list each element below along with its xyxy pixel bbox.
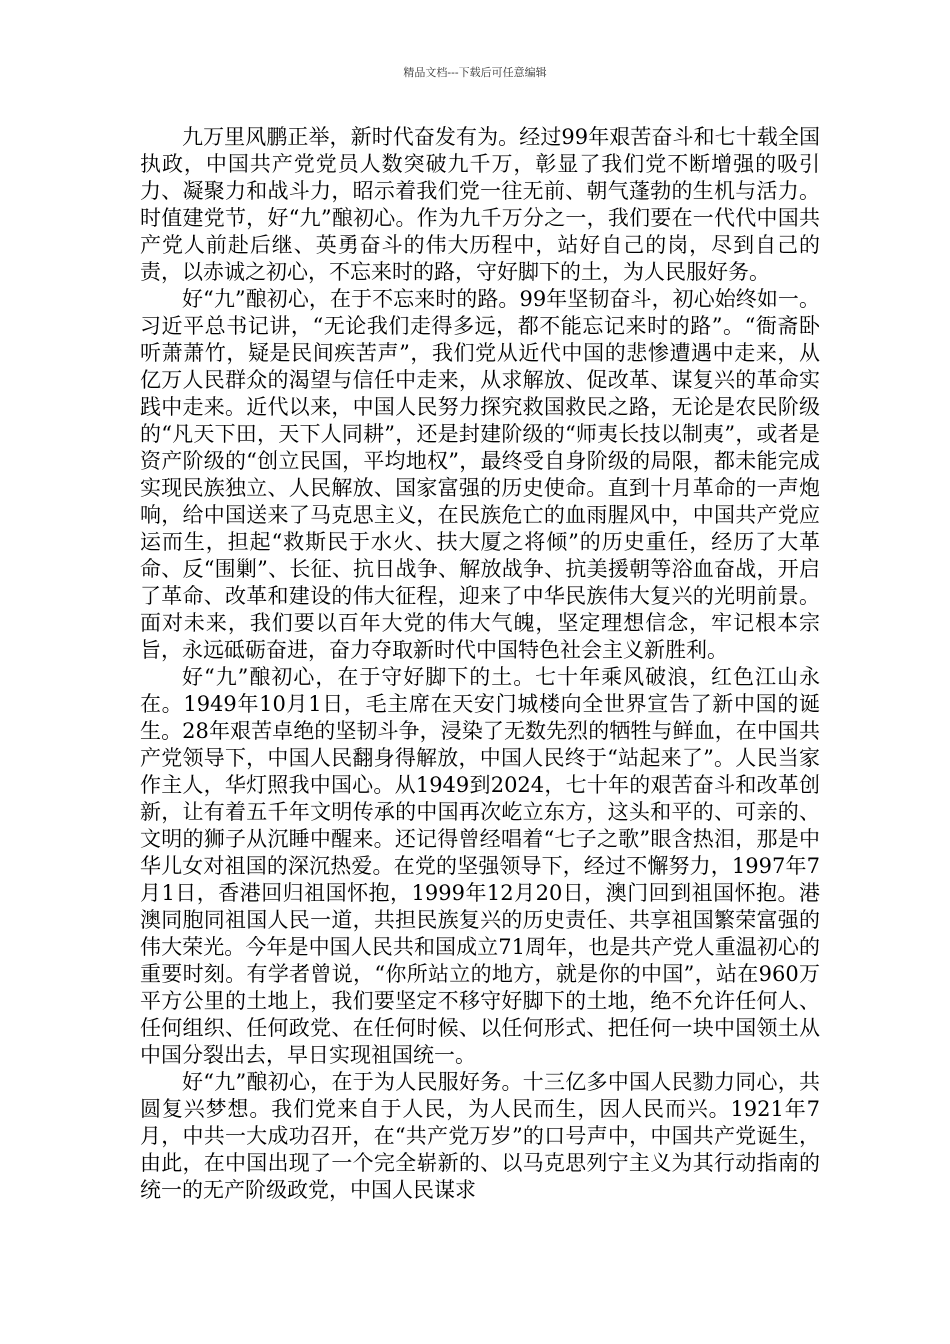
paragraph-2: 好“九”酿初心，在于不忘来时的路。99年坚韧奋斗，初心始终如一。习近平总书记讲，“无论我们走得多远，都不能忘记来时的路”。“衙斋卧听萧萧竹，疑是民间疾苦声”，我们党从近代中国的悲惨遭遇中走来，从亿万人民群众的渴望与信任中走来，从求解放、促改革、谋复兴的革命实践中走来。近代以来，中国人民努力探究救国救民之路，无论是农民阶级的“凡天下田，天下人同耕”，还是封建阶级的“师夷长技以制夷”，或者是资产阶级的“创立民国，平均地权”，最终受自身阶级的局限，都未能完成实现民族独立、人民解放、国家富强的历史使命。直到十月革命的一声炮响，给中国送来了马克思主义，在民族危亡的血雨腥风中，中国共产党应运而生，担起“救斯民于水火、扶大厦之将倾”的历史重任，经历了大革命、反“围剿”、长征、抗日战争、解放战争、抗美援朝等浴血奋战，开启了革命、改革和建设的伟大征程，迎来了中华民族伟大复兴的光明前景。面对未来，我们要以百年大党的伟大气魄，坚定理想信念，牢记根本宗旨，永远砥砺奋进，奋力夺取新时代中国特色社会主义新胜利。 xyxy=(140,287,820,662)
document-body xyxy=(140,124,820,1204)
paragraph-3: 好“九”酿初心，在于守好脚下的土。七十年乘风破浪，红色江山永在。1949年10月1日，毛主席在天安门城楼向全世界宣告了新中国的诞生。28年艰苦卓绝的坚韧斗争，浸染了无数先烈的牺牲与鲜血，在中国共产党领导下，中国人民翻身得解放，中国人民终于“站起来了”。人民当家作主人，华灯照我中国心。从1949到2024，七十年的艰苦奋斗和改革创新，让有着五千年文明传承的中国再次屹立东方，这头和平的、可亲的、文明的狮子从沉睡中醒来。还记得曾经唱着“七子之歌”眼含热泪，那是中华儿女对祖国的深沉热爱。在党的坚强领导下，经过不懈努力，1997年7月1日，香港回归祖国怀抱，1999年12月20日，澳门回到祖国怀抱。港澳同胞同祖国人民一道，共担民族复兴的历史责任、共享祖国繁荣富强的伟大荣光。今年是中国人民共和国成立71周年，也是共产党人重温初心的重要时刻。有学者曾说，“你所站立的地方，就是你的中国”，站在960万平方公里的土地上，我们要坚定不移守好脚下的土地，绝不允许任何人、任何组织、任何政党、在任何时候、以任何形式、把任何一块中国领土从中国分裂出去，早日实现祖国统一。 xyxy=(140,665,820,1067)
paragraph-1: 九万里风鹏正举，新时代奋发有为。经过99年艰苦奋斗和七十载全国执政，中国共产党党员人数突破九千万，彰显了我们党不断增强的吸引力、凝聚力和战斗力，昭示着我们党一往无前、朝气蓬勃的生机与活力。时值建党节，好“九”酿初心。作为九千万分之一，我们要在一代代中国共产党人前赴后继、英勇奋斗的伟大历程中，站好自己的岗，尽到自己的责，以赤诚之初心，不忘来时的路，守好脚下的土，为人民服好务。 xyxy=(140,125,820,284)
paragraph-4: 好“九”酿初心，在于为人民服好务。十三亿多中国人民勠力同心，共圆复兴梦想。我们党来自于人民，为人民而生，因人民而兴。1921年7月，中共一大成功召开，在“共产党万岁”的口号声中，中国共产党诞生，由此，在中国出现了一个完全崭新的、以马克思列宁主义为其行动指南的统一的无产阶级政党，中国人民谋求 xyxy=(140,1070,820,1202)
page-header: 精品文档---下载后可任意编辑 xyxy=(403,66,547,79)
